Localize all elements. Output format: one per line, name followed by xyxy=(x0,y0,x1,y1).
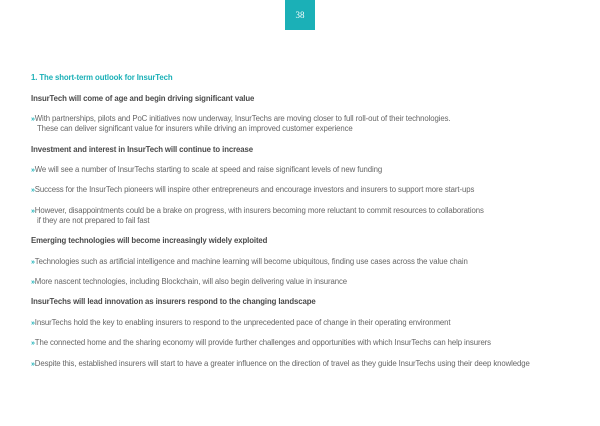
list-item xyxy=(31,359,530,370)
heading: InsurTechs will lead innovation as insurers respond to the changing landscape xyxy=(31,297,316,306)
list-item xyxy=(31,185,474,196)
bullet-icon: » xyxy=(31,320,35,327)
bullet-icon: » xyxy=(31,167,35,174)
bullet-icon: » xyxy=(31,187,35,194)
bullet-icon: » xyxy=(31,361,35,368)
page-number-badge xyxy=(285,0,315,30)
list-item xyxy=(31,257,468,268)
bullet-icon: » xyxy=(31,259,35,266)
item-text: Success for the InsurTech pioneers will inspire other entrepreneurs and encourage investors and insurers to support more start-ups xyxy=(34,185,475,194)
list-item xyxy=(31,318,450,329)
page-number: 38 xyxy=(295,10,305,20)
heading: InsurTech will come of age and begin driving significant value xyxy=(31,94,255,103)
heading: Emerging technologies will become increasingly widely exploited xyxy=(31,236,268,245)
item-text: The connected home and the sharing economy will provide further challenges and opportunities with which InsurTechs can help insurers xyxy=(34,338,491,347)
item-continuation: if they are not prepared to fail fast xyxy=(37,216,150,225)
item-continuation: These can deliver significant value for insurers while driving an improved customer experience xyxy=(37,124,353,133)
item-text: Technologies such as artificial intelligence and machine learning will become ubiquitous, finding use cases across the value chain xyxy=(34,257,468,266)
bullet-icon: » xyxy=(31,340,35,347)
heading: Investment and interest in InsurTech will continue to increase xyxy=(31,145,253,154)
bullet-icon: » xyxy=(31,279,35,286)
section-title: 1. The short-term outlook for InsurTech xyxy=(31,73,173,82)
item-text: With partnerships, pilots and PoC initiatives now underway, InsurTechs are moving closer to full roll-out of their technologies. xyxy=(34,114,451,123)
list-item xyxy=(31,165,382,176)
item-text: Despite this, established insurers will start to have a greater influence on the direction of travel as they guide InsurTechs using their deep knowledge xyxy=(34,359,530,368)
bullet-icon: » xyxy=(31,208,35,215)
item-text: We will see a number of InsurTechs starting to scale at speed and raise significant levels of new funding xyxy=(34,165,383,174)
bullet-icon: » xyxy=(31,116,35,123)
list-item xyxy=(31,338,491,349)
item-text: More nascent technologies, including Blockchain, will also begin delivering value in insurance xyxy=(34,277,347,286)
item-text: However, disappointments could be a brake on progress, with insurers becoming more reluctant to commit resources to collaborations xyxy=(34,206,484,215)
list-item xyxy=(31,277,347,288)
item-text: InsurTechs hold the key to enabling insurers to respond to the unprecedented pace of change in their operating environment xyxy=(34,318,451,327)
